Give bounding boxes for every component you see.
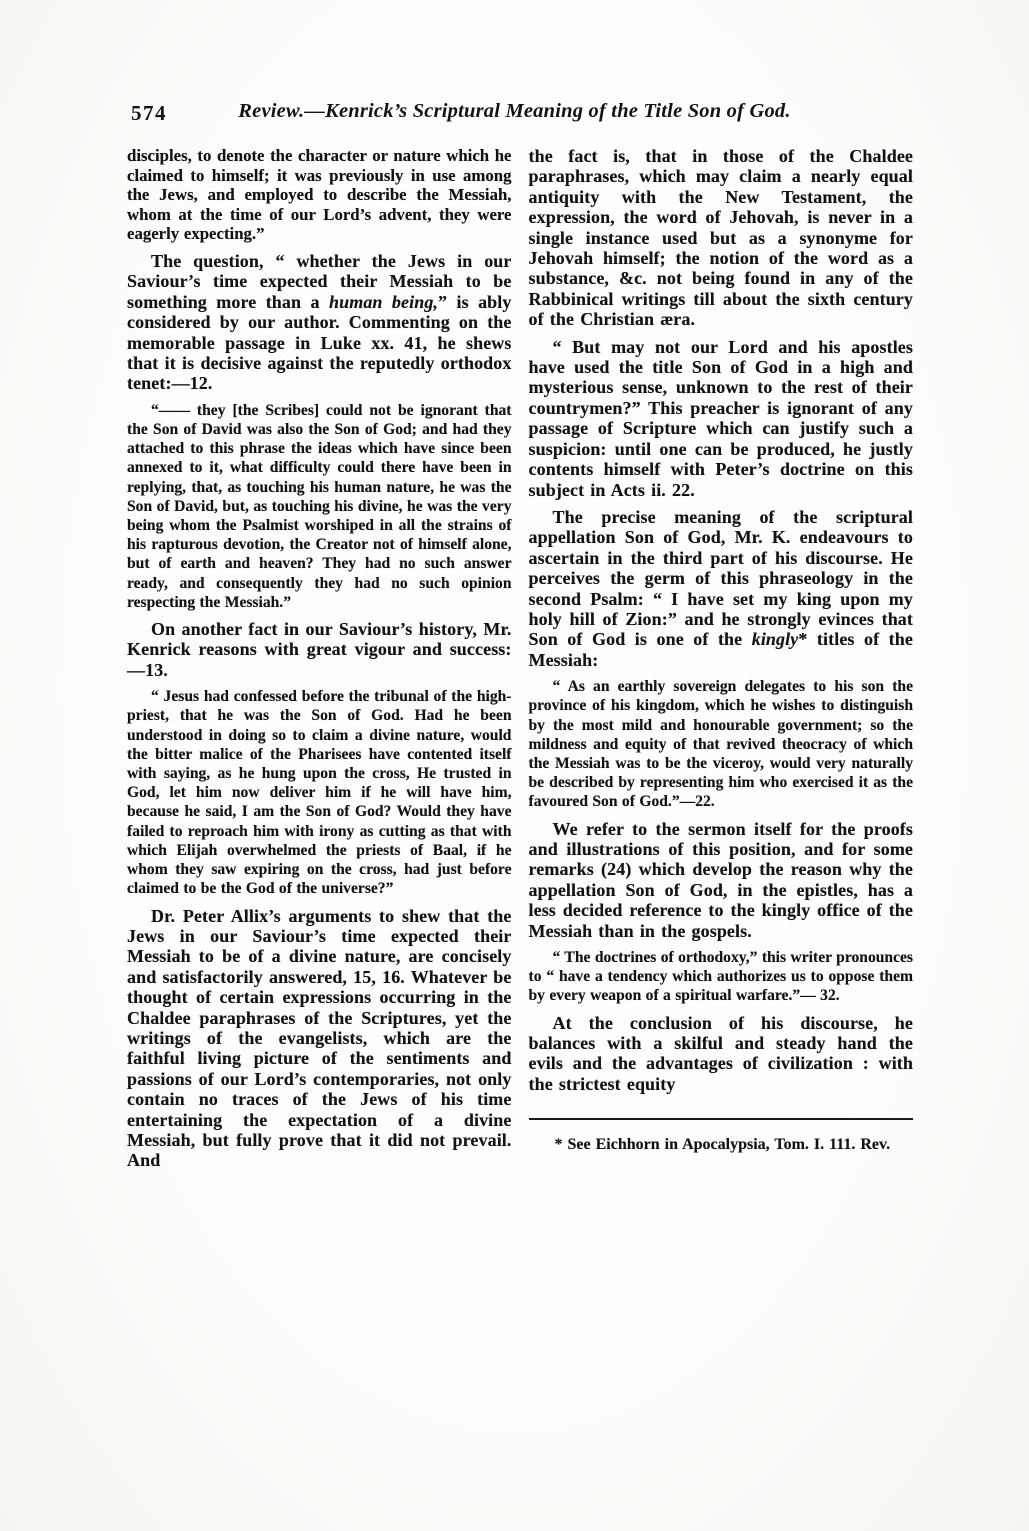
paragraph-precise-meaning: The precise meaning of the scriptural appellation Son of God, Mr. K. endeavours to ascertain in the third part of his discourse. He perceives the germ of this phraseology in the second Psalm: “ I have set my king upon my holy hill of Zion:” and he strongly evinces that Son of God is one of the kingly* titles of the Messiah: <box>528 506 913 670</box>
paragraph-chaldee-paraphrases: the fact is, that in those of the Chaldee paraphrases, which may claim a nearly equal antiquity with the New Testament, the expression, the word of Jehovah, is never in a single instance used but as a synonyme for Jehovah himself; the notion of the word as a substance, &c. not being found in any of the Rabbinical writings till about the sixth century of the Christian æra. <box>528 146 913 330</box>
page-number: 574 <box>131 101 167 125</box>
paragraph-we-refer-sermon: We refer to the sermon itself for the proofs and illustrations of this position, and for some remarks (24) which develop the reason why the appellation Son of God, in the epistles, has a less decided reference to the kingly office of the Messiah than in the gospels. <box>528 818 913 941</box>
italic-phrase-kingly: kingly <box>751 629 799 650</box>
blockquote-earthly-sovereign: “ As an earthly sovereign delegates to his son the province of his kingdom, which he wishes to distinguish by the most mild and honourable government; so the mildness and equity of that revived theocracy of which the Messiah was to be the viceroy, would very naturally be described by representing him who exercised it as the favoured Son of God.”—22. <box>528 678 913 811</box>
left-column <box>127 146 512 1171</box>
paragraph-quote-continuation: disciples, to denote the character or nature which he claimed to himself; it was previously in use among the Jews, and employed to describe the Messiah, whom at the time of our Lord’s advent, they were eagerly expecting.” <box>127 146 512 244</box>
paragraph-kenrick-reasons: On another fact in our Saviour’s history, Mr. Kenrick reasons with great vigour and success:—13. <box>127 619 512 680</box>
text-columns <box>127 146 913 1171</box>
blockquote-doctrines-orthodoxy: “ The doctrines of orthodoxy,” this writer pronounces to “ have a tendency which authorizes us to oppose them by every weapon of a spiritual warfare.”— 32. <box>528 949 913 1005</box>
footnote-divider <box>529 1118 914 1120</box>
italic-phrase-human-being: human being, <box>329 291 439 312</box>
blockquote-scribes: “—— they [the Scribes] could not be ignorant that the Son of David was also the Son of God; and had they attached to this phrase the ideas which have since been annexed to it, what difficulty could there have been in replying, that, as touching his human nature, he was the Son of David, but, as touching his divine, he was the very being whom the Psalmist worshiped in all the strains of his rapturous devotion, the Creator not of himself alone, but of earth and heaven? They had no such answer ready, and consequently they had no such opinion respecting the Messiah.” <box>127 401 512 611</box>
paragraph-dr-peter-allix: Dr. Peter Allix’s arguments to shew that the Jews in our Saviour’s time expected their Messiah to be of a divine nature, are concisely and satisfactorily answered, 15, 16. Whatever be thought of certain expressions occurring in the Chaldee paraphrases of the Scriptures, yet the writings of the evangelists, which are the faithful living picture of the sentiments and passions of our Lord’s contemporaries, not only contain no traces of the Jews of his time entertaining the expectation of a divine Messiah, but fully prove that it did not prevail. And <box>127 905 512 1171</box>
paragraph-conclusion-discourse: At the conclusion of his discourse, he balances with a skilful and steady hand the evils and the advantages of civilization : with the strictest equity <box>528 1012 913 1094</box>
page-header <box>0 100 1029 128</box>
running-title: Review.—Kenrick’s Scriptural Meaning of the Title Son of God. <box>238 100 791 122</box>
blockquote-jesus-confessed: “ Jesus had confessed before the tribunal of the high-priest, that he was the Son of God. Had he been understood in doing so to claim a divine nature, would the bitter malice of the Pharisees have contented itself with saying, as he hung upon the cross, He trusted in God, let him now deliver him if he will have him, because he said, I am the Son of God? Would they have failed to reproach him with irony as cutting as that with which Elijah overwhelmed the priests of Baal, if he whom they saw expiring on the cross, had just before claimed to be the God of the universe?” <box>127 688 512 898</box>
right-column <box>529 146 914 1171</box>
paragraph-lord-and-apostles: “ But may not our Lord and his apostles have used the title Son of God in a high and mysterious sense, unknown to the rest of their countrymen?” This preacher is ignorant of any passage of Scripture which can justify such a suspicion: until one can be produced, he justly contents himself with Peter’s doctrine on this subject in Acts ii. 22. <box>528 336 913 500</box>
footnote-eichhorn: * See Eichhorn in Apocalypsia, Tom. I. 111. Rev. <box>554 1136 891 1154</box>
paragraph-the-question: The question, “ whether the Jews in our Saviour’s time expected their Messiah to be something more than a human being,” is ably considered by our author. Commenting on the memorable passage in Luke xx. 41, he shews that it is decisive against the reputedly orthodox tenet:—12. <box>127 250 512 394</box>
